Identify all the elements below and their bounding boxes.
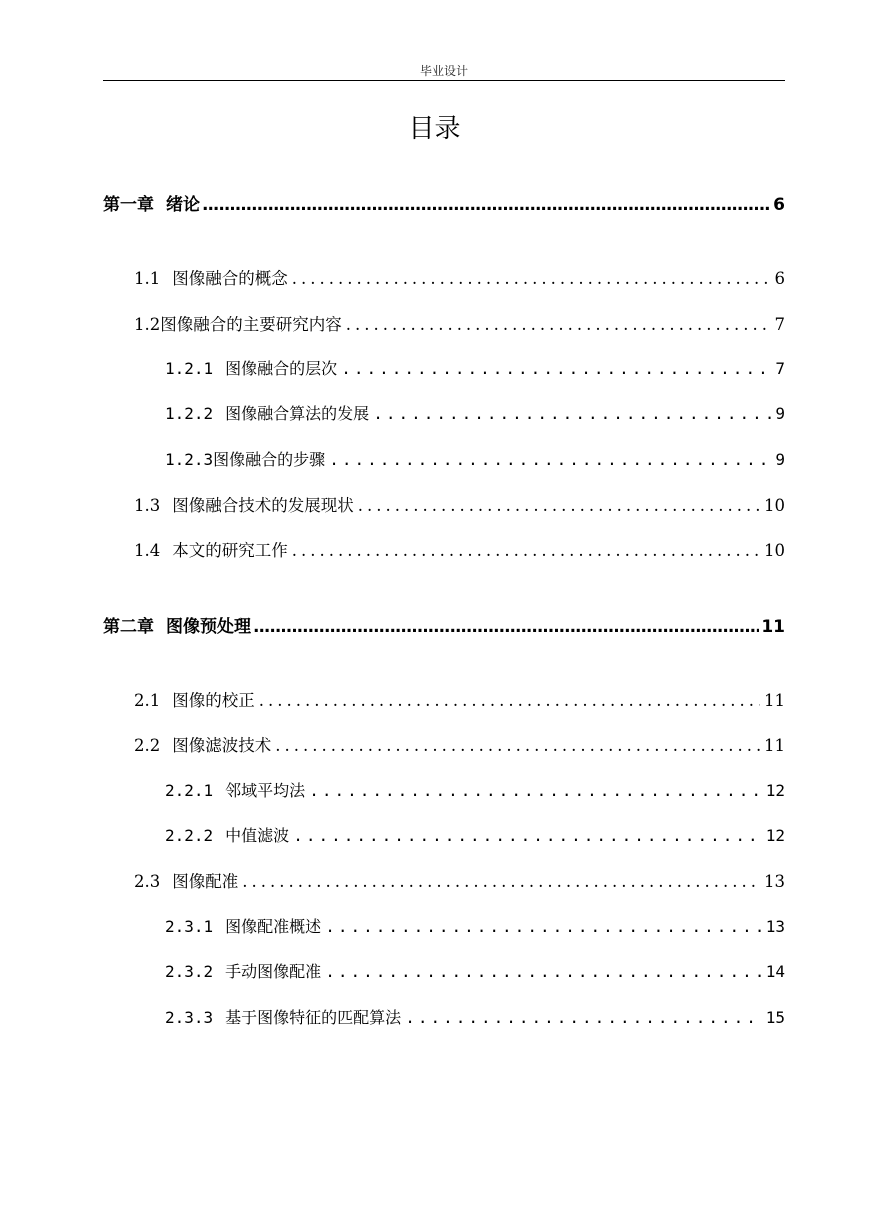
toc-number: 2.3.2: [165, 962, 214, 981]
toc-leader: [358, 496, 760, 515]
toc-label: 图像配准: [172, 872, 239, 891]
toc-label: 图像融合的概念: [172, 269, 288, 288]
toc-subsection-entry[interactable]: [165, 356, 785, 379]
toc-number: 1.2.3: [165, 450, 214, 469]
toc-subsection-entry[interactable]: [165, 914, 785, 937]
toc-label: 中值滤波: [225, 826, 290, 845]
toc-leader: [292, 269, 771, 288]
toc-page-number: 7: [774, 315, 785, 334]
toc-number: 第一章: [103, 195, 154, 215]
toc-page-number: 9: [775, 404, 785, 423]
toc-page-number: 15: [765, 1008, 785, 1027]
toc-leader: [329, 450, 771, 469]
toc-leader: [405, 1008, 762, 1027]
toc-page-number: 10: [764, 541, 785, 560]
toc-label: 图像融合的步骤: [213, 450, 326, 469]
toc-section-entry[interactable]: [134, 311, 785, 335]
toc-page-number: 7: [775, 359, 785, 378]
page-title: 目录: [408, 114, 461, 144]
toc-number: 2.3.3: [165, 1008, 214, 1027]
toc-leader: [253, 617, 759, 637]
toc-section-entry[interactable]: [134, 492, 785, 516]
toc-label: 邻域平均法: [225, 781, 306, 800]
toc-leader: [242, 872, 760, 891]
toc-page-number: 12: [765, 826, 785, 845]
toc-subsection-entry[interactable]: [165, 823, 785, 846]
toc-label: 图像滤波技术: [172, 736, 272, 755]
toc-page-number: 6: [773, 195, 785, 215]
toc-page-number: 11: [761, 617, 785, 637]
toc-label: 图像预处理: [166, 617, 251, 637]
toc-page-number: 12: [765, 781, 785, 800]
toc-subsection-entry[interactable]: [165, 401, 785, 424]
toc-leader: [325, 962, 762, 981]
toc-number: 2.2.2: [165, 826, 214, 845]
toc-leader: [373, 404, 771, 423]
toc-leader: [202, 195, 771, 215]
toc-subsection-entry[interactable]: [165, 778, 785, 801]
toc-label: 图像融合的层次: [225, 359, 338, 378]
toc-page-number: 13: [764, 872, 785, 891]
toc-label: 本文的研究工作: [172, 541, 288, 560]
toc-page-number: 9: [775, 450, 785, 469]
toc-page-number: 13: [765, 917, 785, 936]
toc-page-number: 10: [764, 496, 785, 515]
toc-number: 1.4: [134, 541, 161, 560]
toc-leader: [346, 315, 771, 334]
toc-number: 1.2.1: [165, 359, 214, 378]
toc-page-number: 6: [774, 269, 785, 288]
toc-number: 2.3: [134, 872, 161, 891]
toc-label: 图像融合算法的发展: [225, 404, 370, 423]
toc-label: 图像融合技术的发展现状: [172, 496, 354, 515]
toc-subsection-entry[interactable]: [165, 1005, 785, 1028]
toc-number: 1.3: [134, 496, 161, 515]
toc-label: 图像融合的主要研究内容: [160, 315, 342, 334]
toc-leader: [259, 691, 760, 710]
page-header: 毕业设计: [419, 64, 468, 78]
toc-page-number: 11: [764, 691, 785, 710]
toc-number: 2.1: [134, 691, 161, 710]
toc-number: 第二章: [103, 617, 154, 637]
toc-section-entry[interactable]: [134, 537, 785, 561]
header-rule: [103, 80, 785, 81]
toc-chapter-entry[interactable]: [103, 190, 785, 215]
toc-label: 图像配准概述: [225, 917, 322, 936]
toc-label: 基于图像特征的匹配算法: [225, 1008, 402, 1027]
toc-leader: [293, 826, 762, 845]
toc-number: 2.2: [134, 736, 161, 755]
toc-leader: [309, 781, 762, 800]
toc-leader: [325, 917, 762, 936]
toc-label: 图像的校正: [172, 691, 255, 710]
toc-label: 绪论: [166, 195, 200, 215]
toc-number: 2.2.1: [165, 781, 214, 800]
toc-number: 1.2: [134, 315, 161, 334]
toc-section-entry[interactable]: [134, 687, 785, 711]
toc-number: 1.2.2: [165, 404, 214, 423]
toc-page-number: 14: [765, 962, 785, 981]
toc-page-number: 11: [764, 736, 785, 755]
toc-leader: [341, 359, 771, 378]
toc-section-entry[interactable]: [134, 265, 785, 289]
toc-number: 1.1: [134, 269, 161, 288]
toc-leader: [292, 541, 760, 560]
toc-subsection-entry[interactable]: [165, 959, 785, 982]
toc-subsection-entry[interactable]: [165, 447, 785, 470]
toc-chapter-entry[interactable]: [103, 612, 785, 637]
toc-label: 手动图像配准: [225, 962, 322, 981]
toc-leader: [275, 736, 760, 755]
toc-number: 2.3.1: [165, 917, 214, 936]
toc-section-entry[interactable]: [134, 868, 785, 892]
toc-section-entry[interactable]: [134, 732, 785, 756]
